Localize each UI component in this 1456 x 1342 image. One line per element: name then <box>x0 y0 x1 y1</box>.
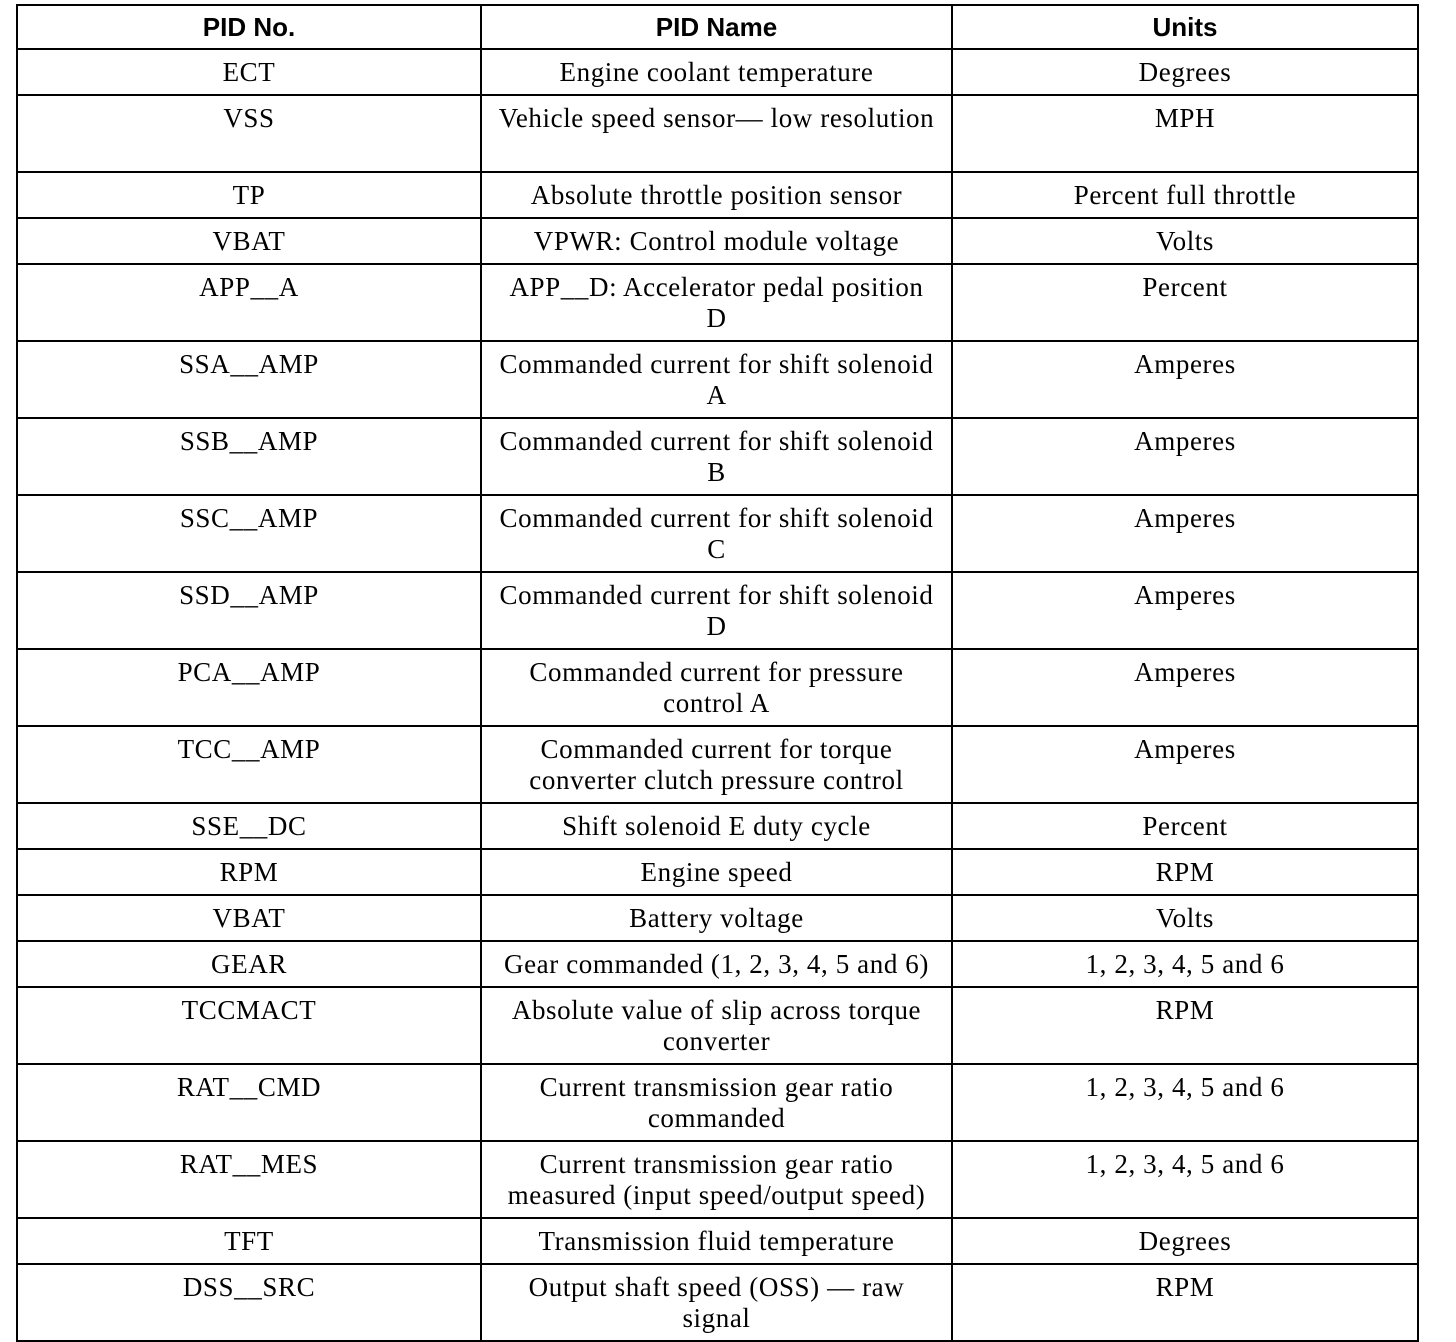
pid-cell: TFT <box>17 1218 481 1264</box>
units-cell: Amperes <box>952 495 1418 572</box>
pid-cell: PCA__AMP <box>17 649 481 726</box>
pid-name-cell: Commanded current for pressure control A <box>481 649 952 726</box>
units-cell: Degrees <box>952 1218 1418 1264</box>
units-cell: Amperes <box>952 341 1418 418</box>
pid-table <box>16 4 1419 1342</box>
units-cell: RPM <box>952 1264 1418 1341</box>
pid-cell: RAT__MES <box>17 1141 481 1218</box>
pid-name-cell: Commanded current for shift solenoid A <box>481 341 952 418</box>
table-row <box>17 803 1418 849</box>
table-row <box>17 341 1418 418</box>
pid-name-cell: Commanded current for shift solenoid D <box>481 572 952 649</box>
table-row <box>17 649 1418 726</box>
table-row <box>17 1064 1418 1141</box>
pid-name-cell: Engine speed <box>481 849 952 895</box>
table-row <box>17 572 1418 649</box>
pid-name-cell: Shift solenoid E duty cycle <box>481 803 952 849</box>
pid-cell: SSC__AMP <box>17 495 481 572</box>
pid-name-cell: Transmission fluid temperature <box>481 1218 952 1264</box>
pid-name-cell: Commanded current for shift solenoid B <box>481 418 952 495</box>
pid-cell: SSA__AMP <box>17 341 481 418</box>
pid-cell: SSB__AMP <box>17 418 481 495</box>
units-cell: 1, 2, 3, 4, 5 and 6 <box>952 1141 1418 1218</box>
pid-name-cell: Commanded current for torque converter clutch pressure control <box>481 726 952 803</box>
pid-cell: TCC__AMP <box>17 726 481 803</box>
pid-cell: VSS <box>17 95 481 172</box>
pid-name-cell: Battery voltage <box>481 895 952 941</box>
pid-cell: RAT__CMD <box>17 1064 481 1141</box>
pid-name-cell: Output shaft speed (OSS) — raw signal <box>481 1264 952 1341</box>
pid-cell: SSD__AMP <box>17 572 481 649</box>
units-cell: 1, 2, 3, 4, 5 and 6 <box>952 941 1418 987</box>
table-row <box>17 418 1418 495</box>
pid-name-cell: Current transmission gear ratio commanded <box>481 1064 952 1141</box>
pid-cell: TCCMACT <box>17 987 481 1064</box>
table-row <box>17 726 1418 803</box>
pid-name-cell: Commanded current for shift solenoid C <box>481 495 952 572</box>
units-cell: Amperes <box>952 418 1418 495</box>
pid-name-cell: Current transmission gear ratio measured (input speed/output speed) <box>481 1141 952 1218</box>
table-row <box>17 1141 1418 1218</box>
pid-name-cell: Engine coolant temperature <box>481 49 952 95</box>
units-cell: RPM <box>952 849 1418 895</box>
pid-name-cell: Absolute value of slip across torque converter <box>481 987 952 1064</box>
pid-name-cell: Absolute throttle position sensor <box>481 172 952 218</box>
pid-name-cell: Gear commanded (1, 2, 3, 4, 5 and 6) <box>481 941 952 987</box>
pid-cell: SSE__DC <box>17 803 481 849</box>
table-row <box>17 172 1418 218</box>
units-cell: 1, 2, 3, 4, 5 and 6 <box>952 1064 1418 1141</box>
units-cell: Amperes <box>952 649 1418 726</box>
units-cell: Volts <box>952 218 1418 264</box>
table-row <box>17 95 1418 172</box>
pid-cell: RPM <box>17 849 481 895</box>
table-row <box>17 1264 1418 1341</box>
pid-name-cell: APP__D: Accelerator pedal position D <box>481 264 952 341</box>
units-cell: MPH <box>952 95 1418 172</box>
table-row <box>17 495 1418 572</box>
table-row <box>17 941 1418 987</box>
table-row <box>17 987 1418 1064</box>
table-row <box>17 895 1418 941</box>
units-cell: RPM <box>952 987 1418 1064</box>
units-cell: Amperes <box>952 572 1418 649</box>
pid-cell: DSS__SRC <box>17 1264 481 1341</box>
header-row <box>17 5 1418 49</box>
table-row <box>17 1218 1418 1264</box>
table-row <box>17 218 1418 264</box>
units-cell: Percent <box>952 264 1418 341</box>
header-pid-name: PID Name <box>481 5 952 49</box>
pid-name-cell: Vehicle speed sensor— low resolution <box>481 95 952 172</box>
pid-cell: VBAT <box>17 895 481 941</box>
pid-cell: GEAR <box>17 941 481 987</box>
table-row <box>17 849 1418 895</box>
units-cell: Percent full throttle <box>952 172 1418 218</box>
pid-cell: ECT <box>17 49 481 95</box>
units-cell: Amperes <box>952 726 1418 803</box>
table-row <box>17 264 1418 341</box>
header-pid-no: PID No. <box>17 5 481 49</box>
pid-cell: VBAT <box>17 218 481 264</box>
pid-cell: TP <box>17 172 481 218</box>
units-cell: Volts <box>952 895 1418 941</box>
table-row <box>17 49 1418 95</box>
units-cell: Degrees <box>952 49 1418 95</box>
header-units: Units <box>952 5 1418 49</box>
pid-cell: APP__A <box>17 264 481 341</box>
pid-name-cell: VPWR: Control module voltage <box>481 218 952 264</box>
units-cell: Percent <box>952 803 1418 849</box>
